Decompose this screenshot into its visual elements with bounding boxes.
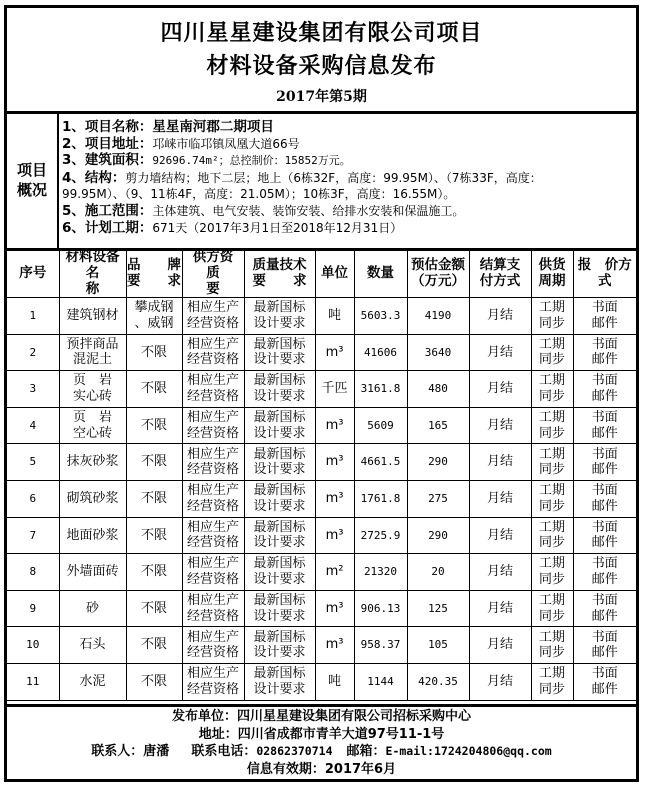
cell-quote: 书面 邮件 [573, 334, 636, 371]
cell-period: 工期 同步 [531, 590, 573, 627]
overview-item-area: 3、建筑面积：92696.74m²；总控制价：15852万元。 [62, 152, 351, 169]
cell-name: 抹灰砂浆 [59, 444, 126, 481]
overview-item-structure: 4、结构：剪力墙结构；地下二层；地上（6栋32F，高度：99.95M）、（7栋33F，高度： [62, 169, 542, 186]
cell-brand: 不限 [126, 590, 182, 627]
procurement-notice [4, 5, 639, 782]
table-row [7, 298, 636, 335]
cell-brand: 不限 [126, 517, 182, 554]
cell-quote: 书面 邮件 [573, 663, 636, 700]
table-row [7, 663, 636, 700]
cell-name: 建筑钢材 [59, 298, 126, 335]
cell-quantity: 1144 [354, 663, 407, 700]
cell-quality: 最新国标 设计要求 [244, 590, 315, 627]
cell-quantity: 958.37 [354, 627, 407, 664]
cell-payment: 月结 [469, 298, 531, 335]
email-address: E-mail:1724204806@qq.com [385, 744, 552, 758]
materials-table [7, 248, 636, 701]
cell-unit: m³ [315, 517, 354, 554]
cell-qualification: 相应生产 经营资格 [182, 480, 244, 517]
issue-number: 2017年第5期 [276, 89, 367, 105]
cell-no: 3 [7, 371, 59, 408]
cell-brand: 不限 [126, 444, 182, 481]
cell-quantity: 5609 [354, 407, 407, 444]
cell-quality: 最新国标 设计要求 [244, 334, 315, 371]
address: 地址：四川省成都市青羊大道97号11-1号 [198, 726, 445, 742]
cell-amount: 105 [407, 627, 469, 664]
cell-quantity: 3161.8 [354, 371, 407, 408]
cell-no: 5 [7, 444, 59, 481]
cell-amount: 125 [407, 590, 469, 627]
phone-label: 联系电话： [191, 744, 257, 759]
overview-body [62, 119, 632, 236]
cell-unit: 吨 [315, 663, 354, 700]
notice-header [7, 8, 636, 114]
cell-no: 9 [7, 590, 59, 627]
cell-brand: 不限 [126, 480, 182, 517]
cell-payment: 月结 [469, 627, 531, 664]
cell-brand: 不限 [126, 554, 182, 591]
cell-qualification: 相应生产 经营资格 [182, 298, 244, 335]
table-body [7, 298, 636, 701]
cell-quote: 书面 邮件 [573, 444, 636, 481]
cell-quality: 最新国标 设计要求 [244, 371, 315, 408]
cell-no: 8 [7, 554, 59, 591]
validity: 信息有效期：2017年6月 [246, 761, 397, 777]
cell-amount: 290 [407, 444, 469, 481]
cell-name: 页 岩 空心砖 [59, 407, 126, 444]
cell-unit: m³ [315, 590, 354, 627]
cell-period: 工期 同步 [531, 480, 573, 517]
cell-amount: 290 [407, 517, 469, 554]
table-row [7, 407, 636, 444]
cell-name: 外墙面砖 [59, 554, 126, 591]
cell-no: 4 [7, 407, 59, 444]
cell-no: 1 [7, 298, 59, 335]
cell-quote: 书面 邮件 [573, 480, 636, 517]
cell-quote: 书面 邮件 [573, 371, 636, 408]
notice-footer [7, 704, 636, 779]
cell-period: 工期 同步 [531, 627, 573, 664]
cell-unit: m³ [315, 444, 354, 481]
cell-unit: m² [315, 554, 354, 591]
cell-period: 工期 同步 [531, 298, 573, 335]
cell-quality: 最新国标 设计要求 [244, 444, 315, 481]
cell-payment: 月结 [469, 371, 531, 408]
overview-item-scope: 5、施工范围：主体建筑、电气安装、装饰安装、给排水安装和保温施工。 [62, 202, 465, 219]
table-row [7, 334, 636, 371]
cell-quality: 最新国标 设计要求 [244, 627, 315, 664]
cell-name: 石头 [59, 627, 126, 664]
cell-quote: 书面 邮件 [573, 298, 636, 335]
cell-quote: 书面 邮件 [573, 407, 636, 444]
cell-payment: 月结 [469, 407, 531, 444]
cell-quality: 最新国标 设计要求 [244, 407, 315, 444]
cell-amount: 480 [407, 371, 469, 408]
cell-quantity: 41606 [354, 334, 407, 371]
cell-quote: 书面 邮件 [573, 554, 636, 591]
cell-name: 预拌商品 混泥土 [59, 334, 126, 371]
col-unit-header: 单位 [315, 249, 354, 298]
cell-payment: 月结 [469, 444, 531, 481]
cell-qualification: 相应生产 经营资格 [182, 371, 244, 408]
col-quality-header: 质量技术 要 求 [244, 249, 315, 298]
table-row [7, 554, 636, 591]
cell-quantity: 5603.3 [354, 298, 407, 335]
cell-qualification: 相应生产 经营资格 [182, 407, 244, 444]
cell-unit: 吨 [315, 298, 354, 335]
cell-no: 10 [7, 627, 59, 664]
cell-qualification: 相应生产 经营资格 [182, 517, 244, 554]
project-overview [7, 111, 636, 251]
cell-amount: 20 [407, 554, 469, 591]
cell-quote: 书面 邮件 [573, 590, 636, 627]
cell-unit: 千匹 [315, 371, 354, 408]
table-header-row [7, 249, 636, 298]
publisher: 发布单位：四川星星建设集团有限公司招标采购中心 [171, 709, 471, 724]
cell-unit: m³ [315, 407, 354, 444]
table-row [7, 517, 636, 554]
cell-brand: 不限 [126, 407, 182, 444]
cell-amount: 4190 [407, 298, 469, 335]
cell-quantity: 2725.9 [354, 517, 407, 554]
cell-no: 7 [7, 517, 59, 554]
company-title: 四川星星建设集团有限公司项目 [160, 21, 483, 46]
cell-quality: 最新国标 设计要求 [244, 480, 315, 517]
cell-no: 11 [7, 663, 59, 700]
table-row [7, 590, 636, 627]
cell-qualification: 相应生产 经营资格 [182, 554, 244, 591]
cell-payment: 月结 [469, 480, 531, 517]
col-qualification-header: 供方资 质 要 [182, 249, 244, 298]
cell-no: 6 [7, 480, 59, 517]
overview-label [7, 111, 59, 248]
cell-quality: 最新国标 设计要求 [244, 554, 315, 591]
notice-title: 材料设备采购信息发布 [206, 54, 437, 79]
cell-payment: 月结 [469, 554, 531, 591]
email-label: 邮箱： [346, 744, 386, 759]
cell-quote: 书面 邮件 [573, 627, 636, 664]
cell-quality: 最新国标 设计要求 [244, 517, 315, 554]
col-quote-header: 报 价方 式 [573, 249, 636, 298]
cell-payment: 月结 [469, 517, 531, 554]
cell-unit: m³ [315, 334, 354, 371]
cell-qualification: 相应生产 经营资格 [182, 663, 244, 700]
phone-number: 02862370714 [256, 744, 333, 758]
contact-person: 联系人：唐潘 [91, 744, 170, 759]
cell-brand: 不限 [126, 627, 182, 664]
cell-name: 页 岩 实心砖 [59, 371, 126, 408]
col-amount-header: 预估金额 （万元） [407, 249, 469, 298]
cell-amount: 3640 [407, 334, 469, 371]
cell-amount: 165 [407, 407, 469, 444]
table-row [7, 480, 636, 517]
cell-quantity: 4661.5 [354, 444, 407, 481]
table-row [7, 444, 636, 481]
cell-name: 地面砂浆 [59, 517, 126, 554]
cell-name: 砂 [59, 590, 126, 627]
col-brand-header: 品 牌 要 求 [126, 249, 182, 298]
contact-line [7, 743, 636, 761]
cell-period: 工期 同步 [531, 444, 573, 481]
overview-item-name: 1、项目名称：星星南河郡二期项目 [62, 119, 274, 135]
overview-item-structure-cont: 99.95M）、（9、11栋4F，高度：21.05M）；10栋3F，高度：16.55M）。 [62, 187, 456, 202]
overview-item-address: 2、项目地址：邛崃市临邛镇凤凰大道66号 [62, 135, 300, 152]
cell-qualification: 相应生产 经营资格 [182, 334, 244, 371]
col-quantity-header: 数量 [354, 249, 407, 298]
col-period-header: 供货 周期 [531, 249, 573, 298]
cell-no: 2 [7, 334, 59, 371]
cell-period: 工期 同步 [531, 663, 573, 700]
overview-item-schedule: 6、计划工期：671天（2017年3月1日至2018年12月31日） [62, 219, 403, 236]
cell-unit: m³ [315, 627, 354, 664]
cell-qualification: 相应生产 经营资格 [182, 444, 244, 481]
cell-amount: 420.35 [407, 663, 469, 700]
cell-quantity: 906.13 [354, 590, 407, 627]
cell-qualification: 相应生产 经营资格 [182, 627, 244, 664]
cell-brand: 不限 [126, 663, 182, 700]
cell-quality: 最新国标 设计要求 [244, 663, 315, 700]
table-row [7, 371, 636, 408]
cell-name: 砌筑砂浆 [59, 480, 126, 517]
cell-brand: 不限 [126, 334, 182, 371]
cell-period: 工期 同步 [531, 334, 573, 371]
cell-period: 工期 同步 [531, 407, 573, 444]
cell-quality: 最新国标 设计要求 [244, 298, 315, 335]
col-payment-header: 结算支 付方式 [469, 249, 531, 298]
cell-quantity: 1761.8 [354, 480, 407, 517]
col-no-header: 序号 [7, 249, 59, 298]
cell-quote: 书面 邮件 [573, 517, 636, 554]
cell-unit: m³ [315, 480, 354, 517]
cell-period: 工期 同步 [531, 517, 573, 554]
cell-name: 水泥 [59, 663, 126, 700]
cell-quantity: 21320 [354, 554, 407, 591]
overview-label-text: 项目 概况 [16, 160, 47, 199]
cell-period: 工期 同步 [531, 371, 573, 408]
col-name-header: 材料设备 名 称 [59, 249, 126, 298]
table-row [7, 627, 636, 664]
cell-amount: 275 [407, 480, 469, 517]
cell-payment: 月结 [469, 334, 531, 371]
cell-payment: 月结 [469, 590, 531, 627]
cell-brand: 攀成钢 、威钢 [126, 298, 182, 335]
cell-payment: 月结 [469, 663, 531, 700]
cell-period: 工期 同步 [531, 554, 573, 591]
cell-brand: 不限 [126, 371, 182, 408]
cell-qualification: 相应生产 经营资格 [182, 590, 244, 627]
